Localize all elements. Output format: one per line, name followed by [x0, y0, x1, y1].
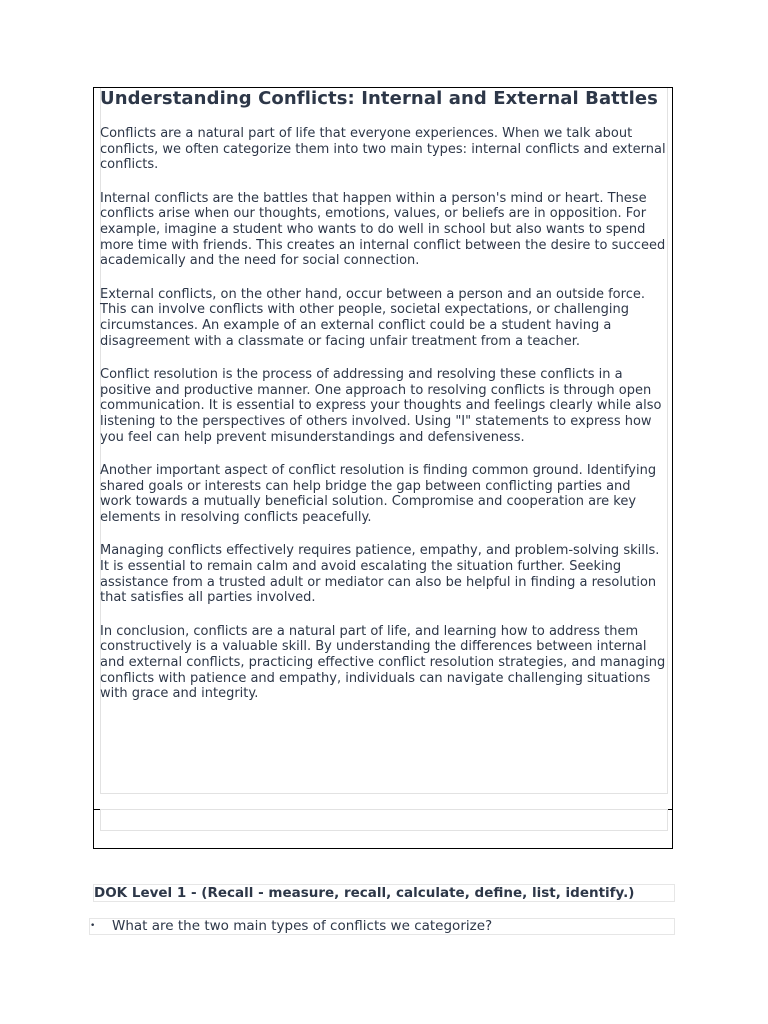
- bullet-icon: •: [90, 921, 96, 931]
- question-text: What are the two main types of conflicts we categorize?: [112, 918, 493, 934]
- article-content: [100, 88, 666, 702]
- dok-level-heading: DOK Level 1 - (Recall - measure, recall, calculate, define, list, identify.): [93, 884, 675, 902]
- question-list-item[interactable]: [89, 918, 675, 935]
- article-paragraph-1: Conflicts are a natural part of life that everyone experiences. When we talk about conflicts, we often categorize them into two main types: internal conflicts and external conflicts.: [100, 126, 666, 173]
- article-paragraph-7: In conclusion, conflicts are a natural part of life, and learning how to address them constructively is a valuable skill. By understanding the differences between internal and external conflicts, practicing effective conflict resolution strategies, and managing conflicts with patience and empathy, individuals can navigate challenging situations with grace and integrity.: [100, 623, 666, 702]
- article-paragraph-5: Another important aspect of conflict resolution is finding common ground. Identifying shared goals or interests can help bridge the gap between conflicting parties and work towards a mutually beneficial solution. Compromise and cooperation are key elements in resolving conflicts peacefully.: [100, 463, 657, 525]
- article-paragraph-4: Conflict resolution is the process of addressing and resolving these conflicts in a positive and productive manner. One approach to resolving conflicts is through open communication. It is essential to express your thoughts and feelings clearly while also listening to the perspectives of others involved. Using "I" statements to express how you feel can help prevent misunderstandings and defensiveness.: [100, 367, 662, 445]
- article-paragraph-2: Internal conflicts are the battles that happen within a person's mind or heart. These conflicts arise when our thoughts, emotions, values, or beliefs are in opposition. For example, imagine a student who wants to do well in school but also wants to spend more time with friends. This creates an internal conflict between the desire to succeed academically and the need for social connection.: [100, 190, 666, 269]
- article-paragraph-6: Managing conflicts effectively requires patience, empathy, and problem-solving skills. It is essential to remain calm and avoid escalating the situation further. Seeking assistance from a trusted adult or mediator can also be helpful in finding a resolution that satisfies all parties involved.: [100, 543, 660, 606]
- divider-tick-left: [93, 809, 100, 810]
- empty-text-field[interactable]: [100, 809, 668, 831]
- article-paragraph-3: External conflicts, on the other hand, occur between a person and an outside force. This can involve conflicts with other people, societal expectations, or challenging circumstances. An example of an external conflict could be a student having a disagreement with a classmate or facing unfair treatment from a teacher.: [100, 286, 645, 349]
- article-box: [93, 87, 673, 849]
- article-title: Understanding Conflicts: Internal and External Battles: [100, 88, 658, 109]
